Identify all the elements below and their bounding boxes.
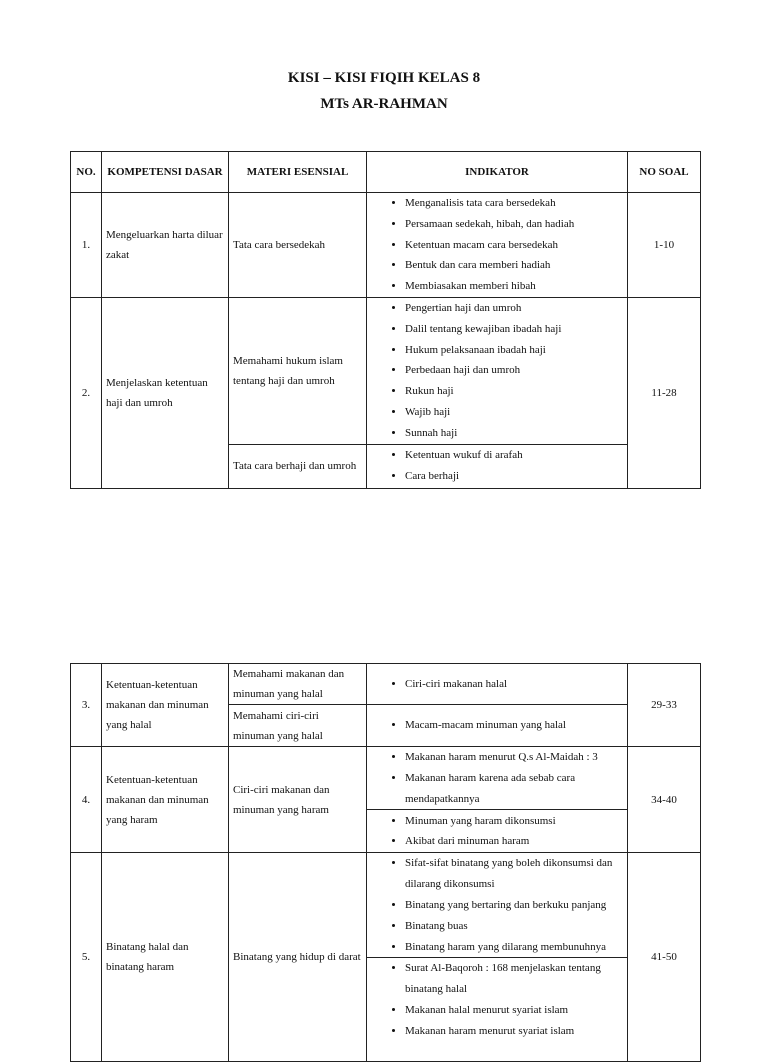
kompetensi-dasar-cell: Ketentuan-ketentuan makanan dan minuman yang haram: [102, 747, 229, 853]
header-no: NO.: [71, 152, 102, 193]
indikator-item: • Minuman yang haram dikonsumsi: [405, 811, 623, 832]
indikator-item: • Binatang buas: [405, 916, 623, 937]
indikator-item: • Sunnah haji: [405, 423, 623, 444]
indikator-cell: [367, 958, 628, 1062]
indikator-cell: [367, 705, 628, 747]
indikator-cell: [367, 747, 628, 810]
indikator-item: • Makanan haram karena ada sebab cara mendapatkannya: [405, 768, 623, 810]
header-indikator: INDIKATOR: [367, 152, 628, 193]
table-row: [71, 193, 701, 298]
materi-cell: Memahami makanan dan minuman yang halal: [229, 664, 367, 705]
indikator-item: • Pengertian haji dan umroh: [405, 298, 623, 319]
indikator-cell: [367, 664, 628, 705]
indikator-item: • Akibat dari minuman haram: [405, 831, 623, 852]
indikator-item: • Dalil tentang kewajiban ibadah haji: [405, 319, 623, 340]
indikator-item: • Ciri-ciri makanan halal: [405, 674, 623, 695]
indikator-item: • Rukun haji: [405, 381, 623, 402]
kompetensi-dasar-cell: Mengeluarkan harta diluar zakat: [102, 193, 229, 298]
header-no-soal: NO SOAL: [628, 152, 701, 193]
kisi-table-part-1: [70, 151, 701, 489]
kisi-table-part-2: [70, 663, 701, 1062]
indikator-item: • Makanan halal menurut syariat islam: [405, 1000, 623, 1021]
indikator-item: • Persamaan sedekah, hibah, dan hadiah: [405, 214, 623, 235]
no-soal-cell: 29-33: [628, 664, 701, 747]
indikator-item: • Macam-macam minuman yang halal: [405, 715, 623, 736]
header-kompetensi-dasar: KOMPETENSI DASAR: [102, 152, 229, 193]
materi-cell: Memahami ciri-ciri minuman yang halal: [229, 705, 367, 747]
indikator-item: • Bentuk dan cara memberi hadiah: [405, 255, 623, 276]
indikator-item: • Ketentuan wukuf di arafah: [405, 445, 623, 466]
kompetensi-dasar-cell: Binatang halal dan binatang haram: [102, 853, 229, 1062]
indikator-cell: [367, 853, 628, 958]
no-soal-cell: 11-28: [628, 297, 701, 488]
materi-cell: Tata cara bersedekah: [229, 193, 367, 298]
no-soal-cell: 34-40: [628, 747, 701, 853]
materi-cell: Tata cara berhaji dan umroh: [229, 444, 367, 488]
indikator-item: • Menganalisis tata cara bersedekah: [405, 193, 623, 214]
indikator-item: • Binatang yang bertaring dan berkuku panjang: [405, 895, 623, 916]
indikator-item: • Surat Al-Baqoroh : 168 menjelaskan tentang binatang halal: [405, 958, 623, 1000]
indikator-item: • Hukum pelaksanaan ibadah haji: [405, 340, 623, 361]
document-title: KISI – KISI FIQIH KELAS 8: [287, 70, 481, 86]
no-soal-cell: 41-50: [628, 853, 701, 1062]
materi-cell: Memahami hukum islam tentang haji dan umroh: [229, 297, 367, 444]
indikator-cell: [367, 297, 628, 444]
no-soal-cell: 1-10: [628, 193, 701, 298]
indikator-cell: [367, 193, 628, 298]
table-header-row: [71, 152, 701, 193]
indikator-item: • Cara berhaji: [405, 466, 623, 487]
indikator-cell: [367, 444, 628, 488]
materi-cell: Binatang yang hidup di darat: [229, 853, 367, 1062]
indikator-item: • Wajib haji: [405, 402, 623, 423]
indikator-item: • Makanan haram menurut syariat islam: [405, 1021, 623, 1042]
indikator-item: • Ketentuan macam cara bersedekah: [405, 235, 623, 256]
table-row: [71, 853, 701, 958]
indikator-item: • Makanan haram menurut Q.s Al-Maidah : 3: [405, 747, 623, 768]
document-subtitle: MTs AR-RAHMAN: [320, 96, 448, 112]
table-row: [71, 747, 701, 810]
header-materi-esensial: MATERI ESENSIAL: [229, 152, 367, 193]
kompetensi-dasar-cell: Menjelaskan ketentuan haji dan umroh: [102, 297, 229, 488]
materi-cell: Ciri-ciri makanan dan minuman yang haram: [229, 747, 367, 853]
row-number: 2.: [71, 297, 102, 488]
indikator-item: • Sifat-sifat binatang yang boleh dikonsumsi dan dilarang dikonsumsi: [405, 853, 623, 895]
indikator-item: • Membiasakan memberi hibah: [405, 276, 623, 297]
indikator-item: • Perbedaan haji dan umroh: [405, 360, 623, 381]
table-row: [71, 297, 701, 444]
row-number: 1.: [71, 193, 102, 298]
row-number: 3.: [71, 664, 102, 747]
indikator-cell: [367, 810, 628, 853]
indikator-item: • Binatang haram yang dilarang membunuhnya: [405, 937, 623, 958]
row-number: 4.: [71, 747, 102, 853]
table-row: [71, 664, 701, 705]
row-number: 5.: [71, 853, 102, 1062]
kompetensi-dasar-cell: Ketentuan-ketentuan makanan dan minuman yang halal: [102, 664, 229, 747]
